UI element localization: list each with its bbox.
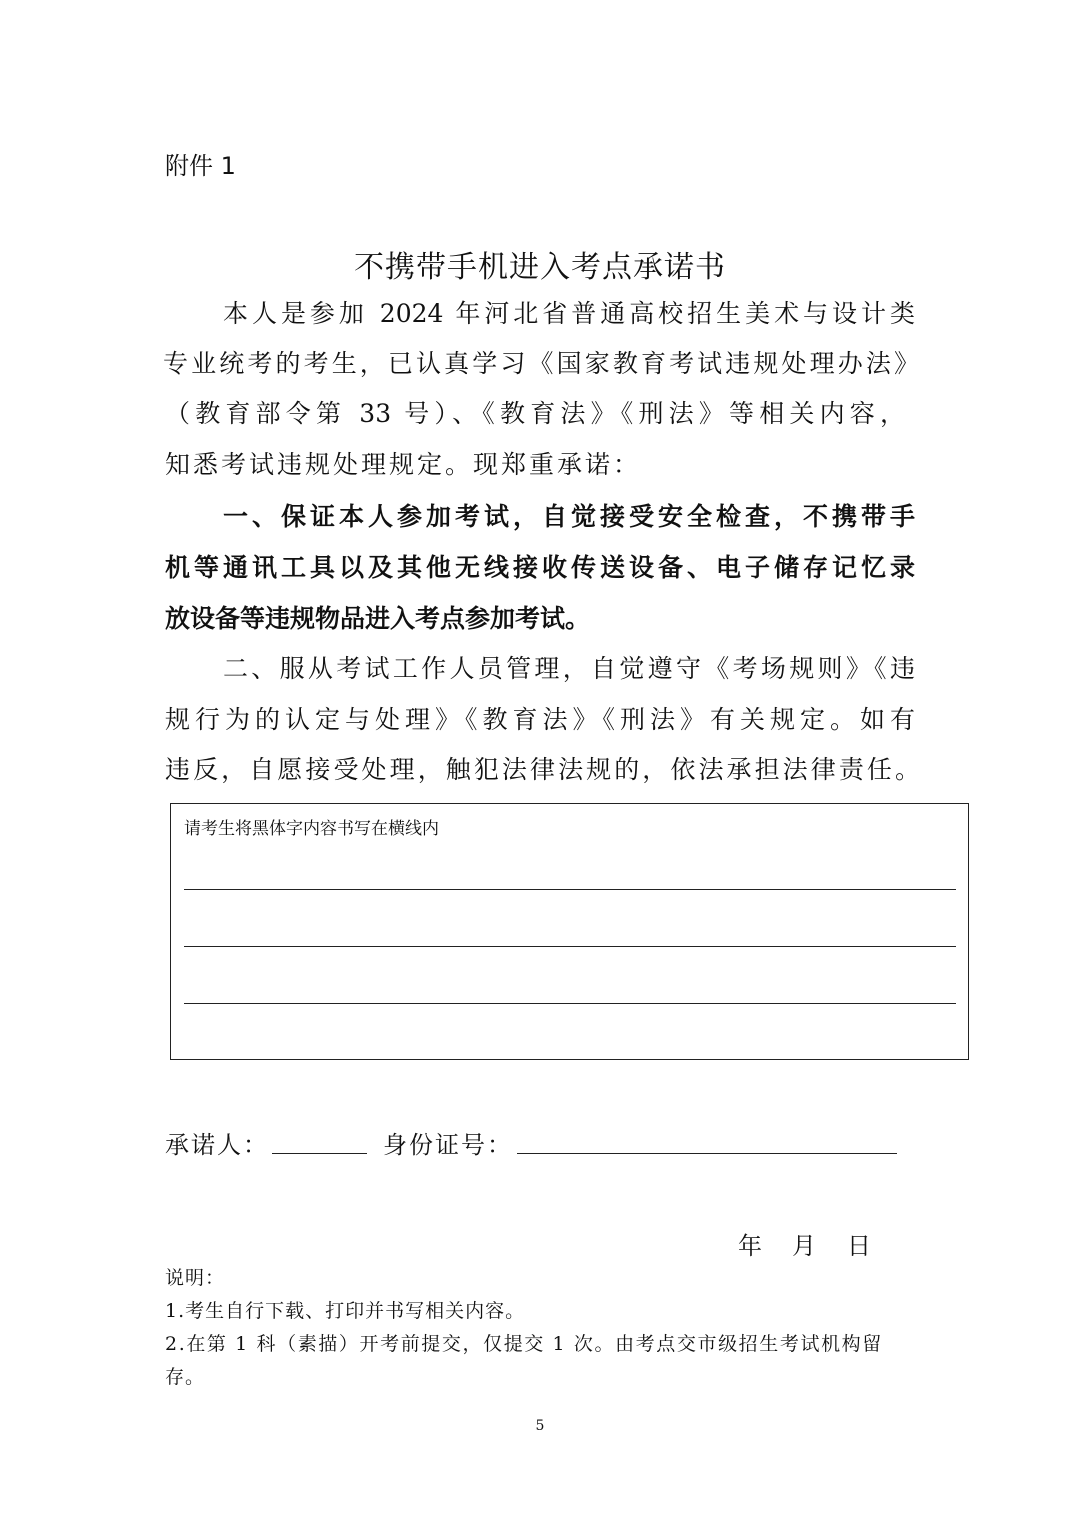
writing-line[interactable] — [184, 1003, 956, 1004]
note-item: 存。 — [165, 1366, 206, 1388]
id-number-field[interactable] — [517, 1153, 897, 1154]
pledge-line: 规行为的认定与处理》《教育法》《刑法》有关规定。如有 — [165, 705, 915, 734]
pledge-line: 放设备等违规物品进入考点参加考试。 — [165, 604, 591, 633]
body-line: （教育部令第 33 号）、《教育法》《刑法》等相关内容， — [165, 399, 905, 428]
attachment-label: 附件 1 — [165, 152, 236, 180]
date-year: 年 — [738, 1232, 762, 1260]
pledge-line: 违反，自愿接受处理，触犯法律法规的，依法承担法律责任。 — [165, 755, 920, 784]
page-number: 5 — [535, 1418, 545, 1434]
handwriting-box — [170, 803, 969, 1060]
date-month: 月 — [792, 1232, 816, 1260]
note-item: 1.考生自行下载、打印并书写相关内容。 — [165, 1300, 526, 1322]
document-title: 不携带手机进入考点承诺书 — [354, 250, 726, 285]
writing-line[interactable] — [184, 946, 956, 947]
pledger-label: 承诺人： — [165, 1131, 269, 1159]
body-line: 本人是参加 2024 年河北省普通高校招生美术与设计类 — [223, 299, 915, 328]
body-line: 知悉考试违规处理规定。现郑重承诺： — [165, 450, 642, 479]
body-line: 专业统考的考生，已认真学习《国家教育考试违规处理办法》 — [163, 349, 919, 378]
notes-heading: 说明： — [165, 1267, 226, 1289]
writing-line[interactable] — [184, 889, 956, 890]
pledge-line: 机等通讯工具以及其他无线接收传送设备、电子储存记忆录 — [165, 553, 915, 582]
pledge-line: 二、服从考试工作人员管理，自觉遵守《考场规则》《违 — [223, 654, 915, 683]
date-day: 日 — [847, 1232, 871, 1260]
pledger-name-field[interactable] — [272, 1153, 367, 1154]
note-item: 2.在第 1 科（素描）开考前提交，仅提交 1 次。由考点交市级招生考试机构留 — [165, 1333, 883, 1355]
pledge-line: 一、保证本人参加考试，自觉接受安全检查，不携带手 — [223, 502, 915, 531]
handwriting-instruction: 请考生将黑体字内容书写在横线内 — [184, 819, 439, 839]
id-number-label: 身份证号： — [383, 1131, 513, 1159]
